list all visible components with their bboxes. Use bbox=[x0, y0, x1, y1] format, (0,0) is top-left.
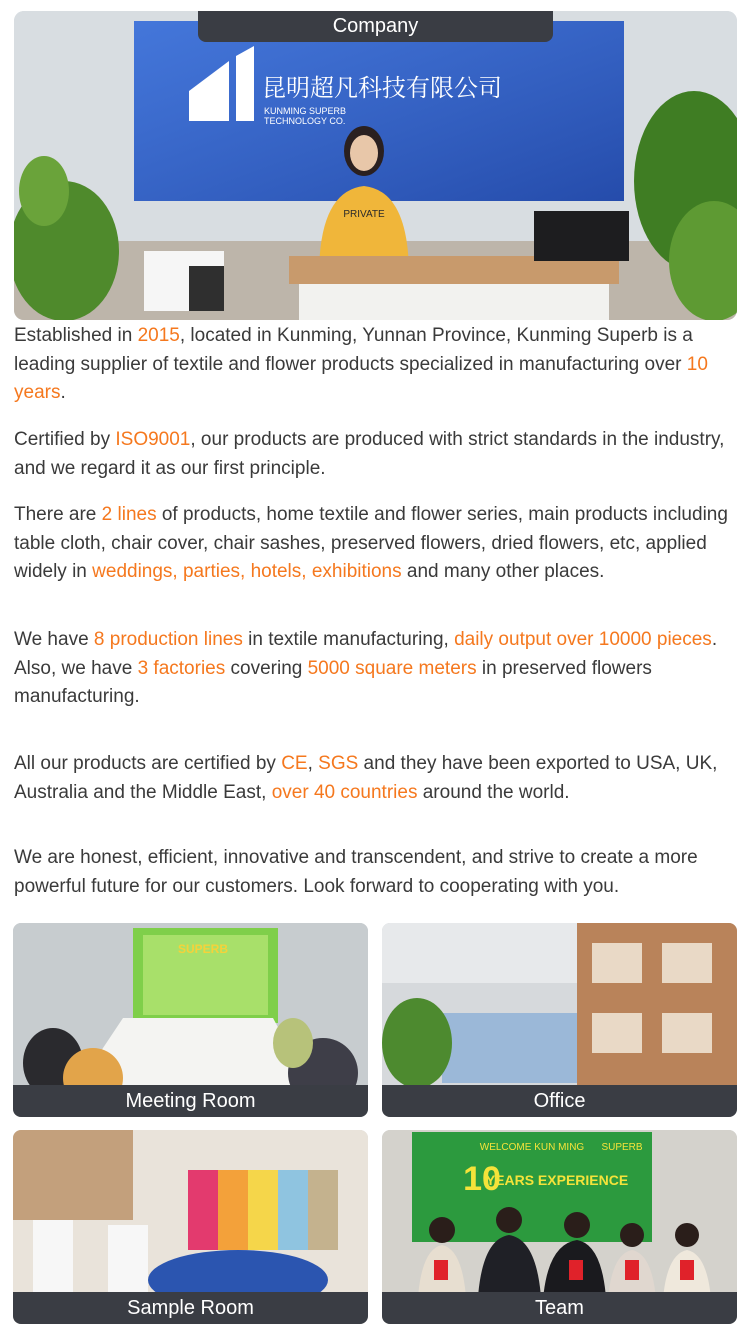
sample-room-label: Sample Room bbox=[13, 1292, 368, 1324]
highlight-production-lines: 8 production lines bbox=[93, 629, 243, 650]
highlight-years: 10 years bbox=[14, 353, 708, 403]
highlight-sgs: SGS bbox=[318, 753, 359, 774]
meeting-room-label: Meeting Room bbox=[13, 1085, 368, 1117]
highlight-year: 2015 bbox=[137, 325, 180, 346]
intro-paragraph: Established in 2015, located in Kunming, Yunnan Province, Kunming Superb is a leading supplier of textile and flower products specialized in manufacturing over 10 years. bbox=[14, 325, 708, 403]
team-screen-experience: YEARS EXPERIENCE bbox=[485, 1172, 629, 1188]
highlight-ce: CE bbox=[281, 753, 308, 774]
company-hero-image bbox=[14, 11, 737, 320]
certification-paragraph: Certified by ISO9001, our products are produced with strict standards in the industry, and we regard it as our first principle. bbox=[14, 429, 725, 479]
highlight-area: 5000 square meters bbox=[307, 657, 477, 679]
export-paragraph: All our products are certified by CE, SGS and they have been exported to USA, UK, Australia and the Middle East, over 40 countries around the world. bbox=[14, 753, 718, 803]
team-screen-welcome: WELCOME KUN MING bbox=[479, 1142, 585, 1153]
highlight-daily-output: daily output over 10000 pieces bbox=[454, 629, 712, 650]
company-reception-illustration bbox=[14, 11, 737, 320]
sign-english-line-1: KUNMING SUPERB bbox=[264, 106, 347, 116]
company-label: Company bbox=[198, 11, 553, 42]
team-photo bbox=[382, 1130, 737, 1324]
team-screen-brand: SUPERB bbox=[601, 1142, 643, 1153]
production-paragraph: We have 8 production lines in textile manufacturing, daily output over 10000 pieces. Also, we have 3 factories covering 5000 square meters in preserved flowers manufacturing. bbox=[14, 629, 718, 707]
team-screen-number: 10 bbox=[463, 1160, 501, 1198]
team-label: Team bbox=[382, 1292, 737, 1324]
meeting-screen-text: SUPERB bbox=[177, 942, 229, 956]
highlight-factories: 3 factories bbox=[137, 657, 226, 679]
sample-room-photo bbox=[13, 1130, 368, 1324]
meeting-room-photo bbox=[13, 923, 368, 1117]
highlight-applications: weddings, parties, hotels, exhibitions bbox=[92, 561, 402, 582]
shirt-text: PRIVATE bbox=[343, 209, 385, 220]
office-photo bbox=[382, 923, 737, 1117]
office-label: Office bbox=[382, 1085, 737, 1117]
sign-english-line-2: TECHNOLOGY CO. bbox=[264, 116, 346, 126]
highlight-iso: ISO9001 bbox=[115, 429, 191, 450]
product-lines-paragraph: There are 2 lines of products, home textile and flower series, main products including table cloth, chair cover, chair sashes, preserved flowers, dried flowers, etc, applied widely in weddings, parties, hotels, exhibitions and many other places. bbox=[14, 504, 728, 582]
sign-chinese-text: 昆明超凡科技有限公司 bbox=[262, 74, 502, 102]
highlight-countries: over 40 countries bbox=[271, 781, 418, 803]
closing-paragraph: We are honest, efficient, innovative and transcendent, and strive to create a more powerful future for our customers. Look forward to cooperating with you. bbox=[14, 847, 698, 897]
highlight-lines: 2 lines bbox=[101, 504, 157, 525]
